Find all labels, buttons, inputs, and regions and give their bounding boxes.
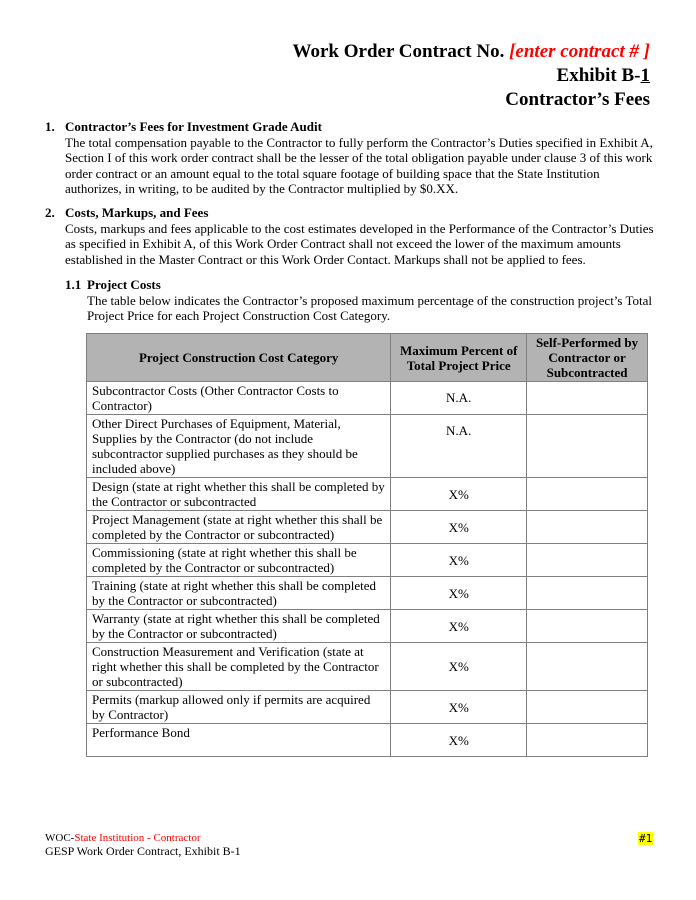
cell-max-percent[interactable]: X% bbox=[391, 511, 527, 544]
cell-max-percent[interactable]: X% bbox=[391, 643, 527, 691]
header-max-percent: Maximum Percent of Total Project Price bbox=[391, 334, 527, 382]
cell-max-percent[interactable]: X% bbox=[391, 724, 527, 757]
header-category: Project Construction Cost Category bbox=[87, 334, 391, 382]
cell-max-percent[interactable]: N.A. bbox=[391, 415, 527, 478]
section-heading: Contractor’s Fees for Investment Grade Audit bbox=[65, 119, 322, 134]
section-body: The total compensation payable to the Contractor to fully perform the Contractor’s Duties specified in Exhibit A, Section I of this work order contract shall be the lesser of the total obligation payable under clause 3 of this work order contract or an amount equal to the total square footage of building space that the State Institution authorizes, in writing, to be audited by the Contractor multiplied by $0.XX. bbox=[65, 134, 653, 196]
footer-line-1: WOC-State Institution - Contractor bbox=[45, 832, 201, 844]
page-number-field: #1 bbox=[639, 832, 653, 845]
cell-category: Project Management (state at right whether this shall be completed by the Contractor or subcontracted) bbox=[87, 511, 391, 544]
cell-performed-by[interactable] bbox=[527, 544, 648, 577]
project-costs-table bbox=[86, 333, 648, 757]
cell-performed-by[interactable] bbox=[527, 382, 648, 415]
table-row bbox=[87, 577, 648, 610]
table-header-row bbox=[87, 334, 648, 382]
cell-category: Subcontractor Costs (Other Contractor Costs to Contractor) bbox=[87, 382, 391, 415]
cell-category: Performance Bond bbox=[87, 724, 391, 757]
subsection-body: The table below indicates the Contractor’s proposed maximum percentage of the construction project’s Total Project Price for each Project Construction Cost Category. bbox=[87, 292, 653, 323]
header-performed-by: Self-Performed by Contractor or Subcontracted bbox=[527, 334, 648, 382]
cell-max-percent[interactable]: N.A. bbox=[391, 382, 527, 415]
footer-institution-placeholder: State Institution - Contractor bbox=[74, 832, 201, 844]
cell-performed-by[interactable] bbox=[527, 577, 648, 610]
exhibit-label: Exhibit B-1 bbox=[556, 65, 650, 86]
section-heading: Costs, Markups, and Fees bbox=[65, 205, 209, 220]
document-subtitle: Contractor’s Fees bbox=[505, 89, 650, 110]
cell-max-percent[interactable]: X% bbox=[391, 478, 527, 511]
cell-performed-by[interactable] bbox=[527, 691, 648, 724]
cell-performed-by[interactable] bbox=[527, 610, 648, 643]
table-row bbox=[87, 382, 648, 415]
section-number: 1. bbox=[45, 119, 55, 134]
cell-max-percent[interactable]: X% bbox=[391, 610, 527, 643]
cell-category: Commissioning (state at right whether this shall be completed by the Contractor or subcontracted) bbox=[87, 544, 391, 577]
table-row bbox=[87, 544, 648, 577]
cell-max-percent[interactable]: X% bbox=[391, 577, 527, 610]
contract-number-placeholder[interactable]: [enter contract # ] bbox=[509, 41, 650, 62]
cell-performed-by[interactable] bbox=[527, 415, 648, 478]
document-title-block bbox=[293, 40, 650, 112]
section-1 bbox=[45, 119, 655, 197]
subsection-number: 1.1 bbox=[65, 277, 82, 292]
cell-performed-by[interactable] bbox=[527, 478, 648, 511]
section-2 bbox=[45, 205, 655, 267]
contract-title: Work Order Contract No. [enter contract # ] bbox=[292, 41, 650, 62]
cell-max-percent[interactable]: X% bbox=[391, 544, 527, 577]
table-row bbox=[87, 415, 648, 478]
cell-category: Warranty (state at right whether this shall be completed by the Contractor or subcontracted) bbox=[87, 610, 391, 643]
cell-category: Other Direct Purchases of Equipment, Material, Supplies by the Contractor (do not include subcontractor supplied purchases as they should be included above) bbox=[87, 415, 391, 478]
section-number: 2. bbox=[45, 205, 55, 220]
cell-category: Permits (markup allowed only if permits are acquired by Contractor) bbox=[87, 691, 391, 724]
table-row bbox=[87, 478, 648, 511]
subsection-1-1 bbox=[65, 277, 655, 324]
cell-category: Construction Measurement and Verification (state at right whether this shall be completed by the Contractor or subcontracted) bbox=[87, 643, 391, 691]
subsection-heading: Project Costs bbox=[87, 277, 161, 292]
table-row bbox=[87, 643, 648, 691]
section-body: Costs, markups and fees applicable to the cost estimates developed in the Performance of the Contractor’s Duties as specified in Exhibit A, of this Work Order Contract shall not exceed the lower of the maximum amounts established in the Master Contract or this Work Order Contact. Markups shall not be applied to fees. bbox=[65, 220, 654, 267]
cell-max-percent[interactable]: X% bbox=[391, 691, 527, 724]
cell-category: Training (state at right whether this shall be completed by the Contractor or subcontracted) bbox=[87, 577, 391, 610]
table-row bbox=[87, 610, 648, 643]
cell-performed-by[interactable] bbox=[527, 643, 648, 691]
table-row bbox=[87, 511, 648, 544]
cell-performed-by[interactable] bbox=[527, 724, 648, 757]
table-row bbox=[87, 724, 648, 757]
cell-category: Design (state at right whether this shall be completed by the Contractor or subcontracted bbox=[87, 478, 391, 511]
cell-performed-by[interactable] bbox=[527, 511, 648, 544]
footer-line-2: GESP Work Order Contract, Exhibit B-1 bbox=[45, 844, 241, 858]
table-row bbox=[87, 691, 648, 724]
page-footer bbox=[45, 832, 241, 858]
